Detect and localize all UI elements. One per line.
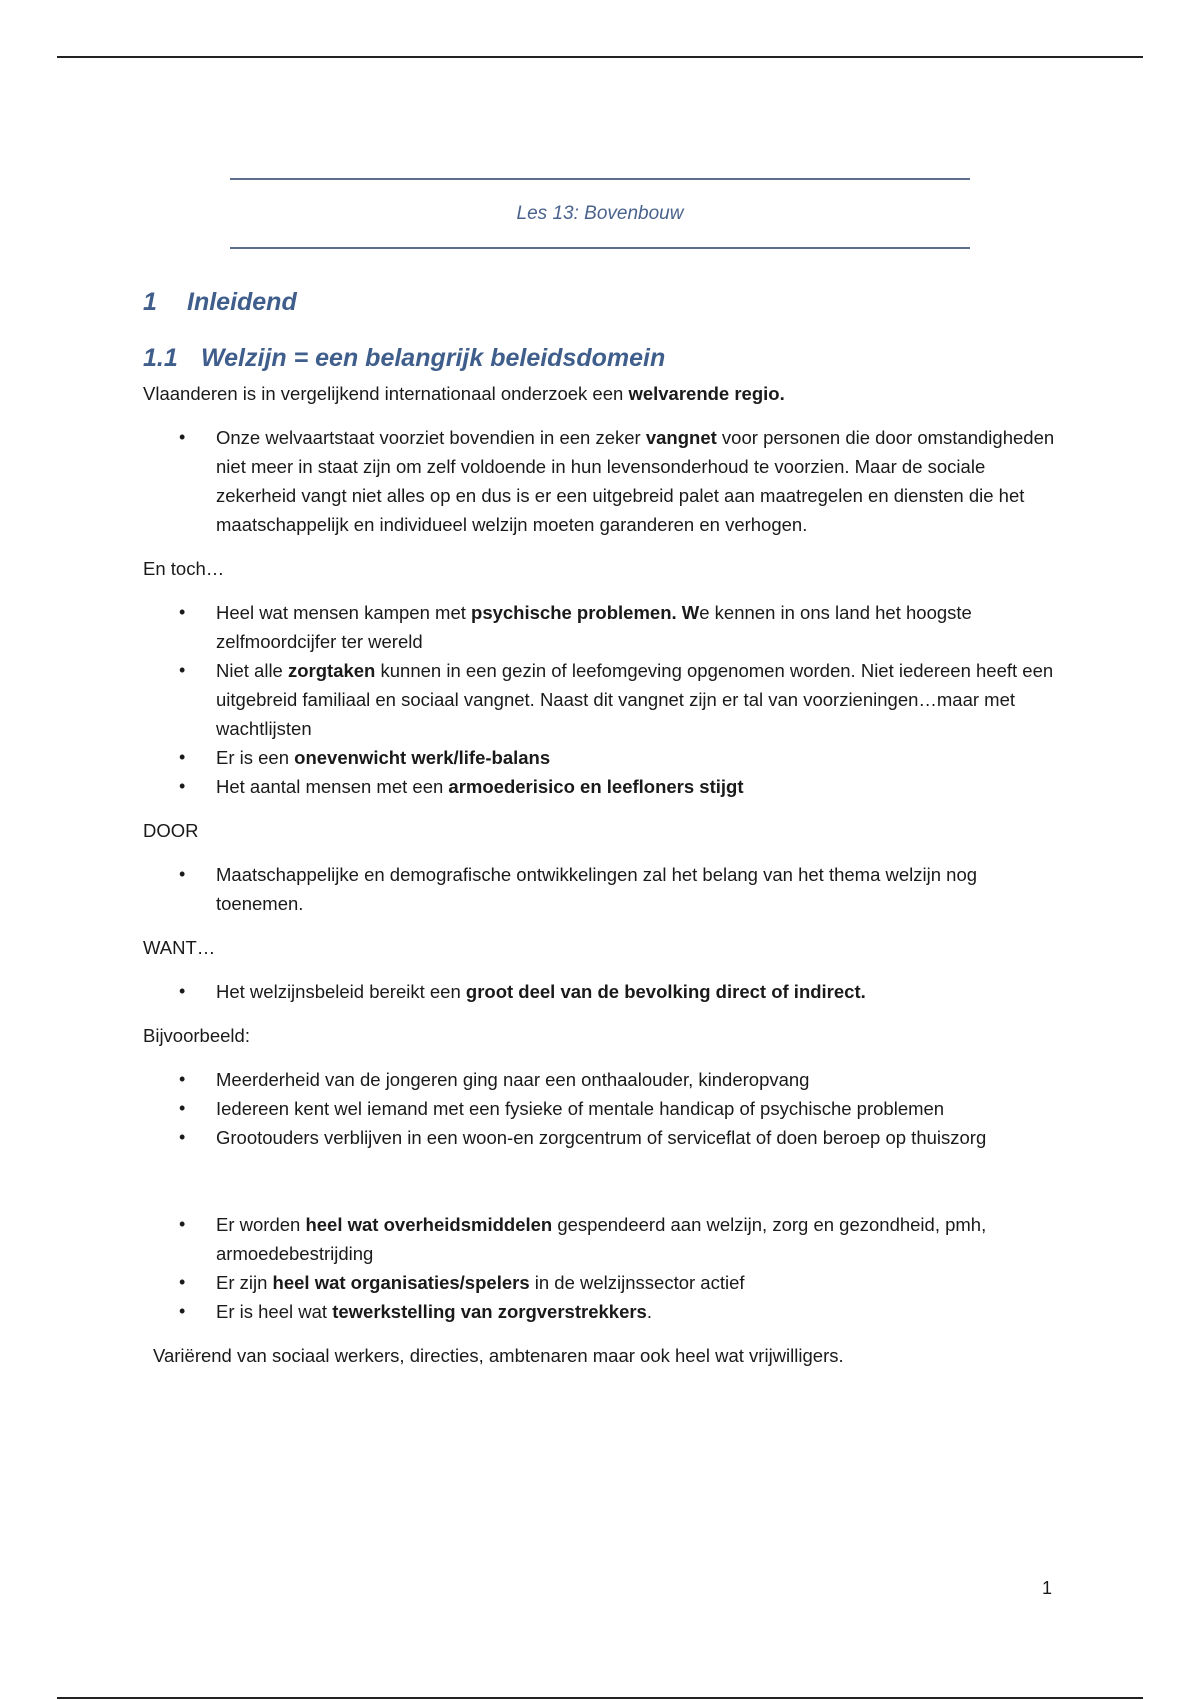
en-toch-label: En toch…: [143, 558, 225, 579]
page-bottom-rule: [57, 1697, 1143, 1699]
bijvoorbeeld-label: Bijvoorbeeld:: [143, 1025, 250, 1046]
title-block: [230, 178, 970, 249]
list-item: • Niet alle zorgtaken kunnen in een gezin of leefomgeving opgenomen worden. Niet iedereen heeft een uitgebreid familiaal en sociaal vangnet. Naast dit vangnet zijn er tal van voorzieningen…maar met wachtlijsten: [143, 656, 1063, 743]
list-item: • Grootouders verblijven in een woon-en zorgcentrum of serviceflat of doen beroep op thuiszorg: [143, 1123, 1063, 1152]
list-item: • Heel wat mensen kampen met psychische problemen. We kennen in ons land het hoogste zelfmoordcijfer ter wereld: [143, 598, 1063, 656]
heading-2: [143, 341, 1063, 375]
list-item: • Het aantal mensen met een armoederisico en leefloners stijgt: [143, 772, 1063, 801]
list-item: • Het welzijnsbeleid bereikt een groot deel van de bevolking direct of indirect.: [143, 977, 1063, 1006]
list-item: • Er is een onevenwicht werk/life-balans: [143, 743, 1063, 772]
intro-paragraph: Vlaanderen is in vergelijkend internationaal onderzoek een welvarende regio.: [143, 383, 785, 404]
door-label: DOOR: [143, 820, 199, 841]
closing-paragraph: Variërend van sociaal werkers, directies, ambtenaren maar ook heel wat vrijwilligers.: [153, 1345, 844, 1366]
document-title: Les 13: Bovenbouw: [516, 203, 684, 224]
bullet-list-door: [143, 860, 1063, 918]
heading-2-number: 1.1: [143, 344, 178, 372]
title-bottom-rule: [230, 247, 970, 249]
list-item: • Meerderheid van de jongeren ging naar een onthaalouder, kinderopvang: [143, 1065, 1063, 1094]
heading-2-text: Welzijn = een belangrijk beleidsdomein: [201, 344, 666, 372]
bullet-list-want: [143, 977, 1063, 1006]
list-item: • Er is heel wat tewerkstelling van zorgverstrekkers.: [143, 1297, 1063, 1326]
spacer: [143, 1167, 1063, 1210]
list-item: • Onze welvaartstaat voorziet bovendien in een zeker vangnet voor personen die door omstandigheden niet meer in staat zijn om zelf voldoende in hun levensonderhoud te voorzien. Maar de sociale zekerheid vangt niet alles op en dus is er een uitgebreid palet aan maatregelen en diensten die het maatschappelijk en individueel welzijn moeten garanderen en verhogen.: [143, 423, 1063, 539]
list-item: • Maatschappelijke en demografische ontwikkelingen zal het belang van het thema welzijn nog toenemen.: [143, 860, 1063, 918]
want-label: WANT…: [143, 937, 216, 958]
bullet-list-vangnet: [143, 423, 1063, 539]
bullet-list-problems: [143, 598, 1063, 801]
list-item: • Er zijn heel wat organisaties/spelers in de welzijnssector actief: [143, 1268, 1063, 1297]
list-item: • Er worden heel wat overheidsmiddelen gespendeerd aan welzijn, zorg en gezondheid, pmh, armoedebestrijding: [143, 1210, 1063, 1268]
page-top-rule: [57, 56, 1143, 58]
bullet-list-examples: [143, 1065, 1063, 1152]
document-body: [143, 285, 1063, 1385]
bullet-list-resources: [143, 1210, 1063, 1326]
heading-1: [143, 285, 1063, 319]
list-item: • Iedereen kent wel iemand met een fysieke of mentale handicap of psychische problemen: [143, 1094, 1063, 1123]
heading-1-number: 1: [143, 288, 157, 316]
heading-1-text: Inleidend: [187, 288, 297, 316]
page-number: 1: [1042, 1578, 1053, 1598]
